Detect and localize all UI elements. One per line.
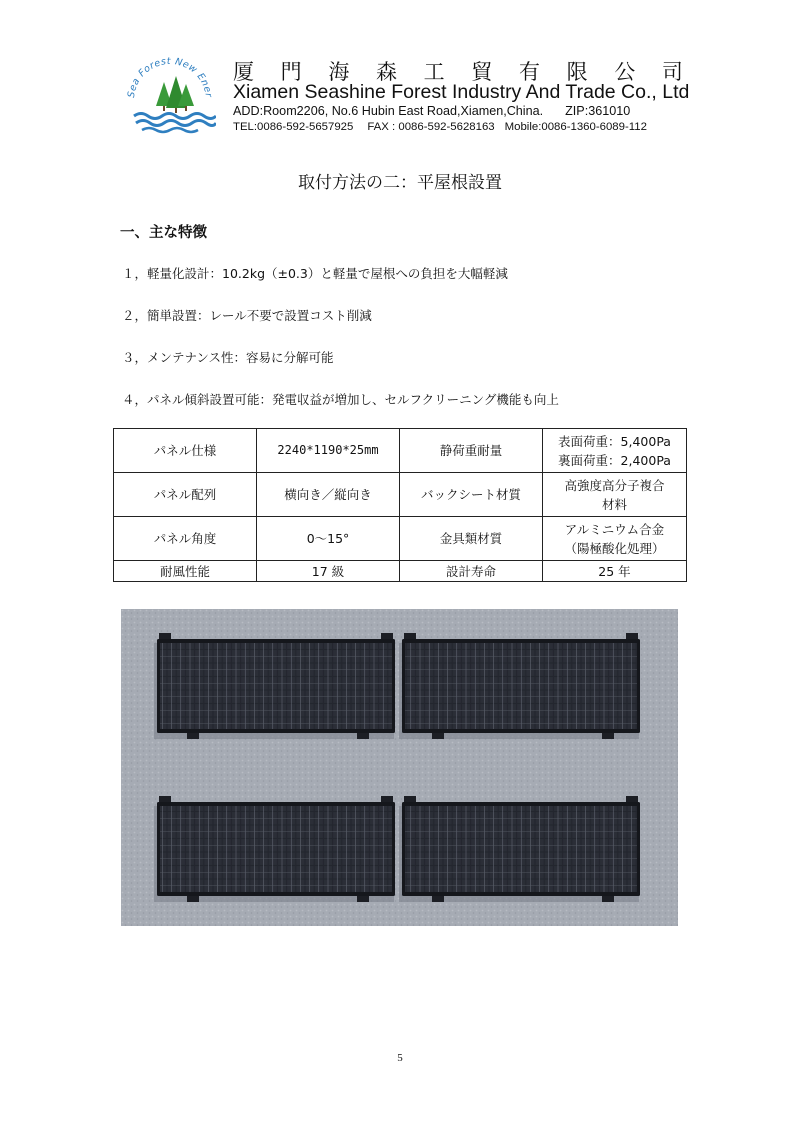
mounting-bracket <box>404 633 416 639</box>
spec-value: 横向き／縦向き <box>257 473 400 517</box>
mounting-bracket <box>187 896 199 902</box>
feature-item: １，軽量化設計：10.2kg（±0.3）と軽量で屋根への負担を大幅軽減 <box>122 266 508 281</box>
page-number: 5 <box>397 1052 403 1064</box>
spec-value-line: （陽極酸化処理） <box>564 540 665 556</box>
company-cn-char: 森 <box>375 60 397 84</box>
mounting-bracket <box>602 896 614 902</box>
spec-value: 2240*1190*25mm <box>257 429 400 473</box>
company-cn-char: 有 <box>518 60 540 84</box>
solar-panel <box>399 633 640 739</box>
company-cn-char: 厦 <box>233 60 254 84</box>
mounting-bracket <box>381 796 393 802</box>
mounting-bracket <box>626 633 638 639</box>
mounting-bracket <box>432 896 444 902</box>
solar-panel <box>399 796 640 902</box>
spec-value <box>543 517 687 561</box>
spec-value <box>543 429 687 473</box>
company-logo <box>124 54 216 134</box>
company-cn-char: 貿 <box>471 60 493 84</box>
installation-photo <box>121 609 678 926</box>
logo-text: Sea Forest New Ener <box>125 55 214 99</box>
company-cn-char: 海 <box>328 60 350 84</box>
mounting-bracket <box>602 733 614 739</box>
company-contact-line <box>233 121 647 133</box>
mounting-bracket <box>159 633 171 639</box>
spec-value-line: 材料 <box>601 496 627 512</box>
feature-item: ４，パネル傾斜設置可能：発電収益が増加し、セルフクリーニング機能も向上 <box>122 392 559 407</box>
spec-value: 17 級 <box>257 561 400 582</box>
spec-label: 金具類材質 <box>400 517 543 561</box>
spec-label: パネル仕様 <box>114 429 257 473</box>
spec-label: 設計寿命 <box>400 561 543 582</box>
company-cn-char: 司 <box>661 60 683 84</box>
spec-label: パネル角度 <box>114 517 257 561</box>
company-address-line <box>233 104 630 118</box>
mounting-bracket <box>626 796 638 802</box>
svg-text:Sea Forest New Energy <box>124 54 214 99</box>
spec-label: パネル配列 <box>114 473 257 517</box>
table-row <box>114 429 687 473</box>
section-heading: 一、主な特徴 <box>120 225 207 241</box>
spec-label: 静荷重耐量 <box>400 429 543 473</box>
telephone: TEL:0086-592-5657925 <box>233 121 354 133</box>
company-cn-char: 工 <box>423 60 445 84</box>
feature-item: ２，簡単設置：レール不要で設置コスト削減 <box>122 308 372 323</box>
table-row <box>114 473 687 517</box>
mounting-bracket <box>404 796 416 802</box>
spec-table <box>113 428 687 582</box>
feature-item: ３，メンテナンス性：容易に分解可能 <box>122 350 334 365</box>
solar-panel <box>154 796 395 902</box>
address: ADD:Room2206, No.6 Hubin East Road,Xiamen,China. <box>233 104 544 118</box>
mounting-bracket <box>432 733 444 739</box>
table-row <box>114 561 687 582</box>
mounting-bracket <box>159 796 171 802</box>
company-cn-char: 公 <box>614 60 636 84</box>
solar-panel <box>154 633 395 739</box>
mounting-bracket <box>357 896 369 902</box>
spec-value: 0～15° <box>257 517 400 561</box>
spec-value-line: 表面荷重：5,400Pa <box>558 433 671 449</box>
company-cn-char: 限 <box>566 60 588 84</box>
company-name-english: Xiamen Seashine Forest Industry And Trade Co., Ltd <box>233 81 690 103</box>
fax: FAX : 0086-592-5628163 <box>367 121 495 133</box>
company-cn-char: 門 <box>280 60 302 84</box>
table-row <box>114 517 687 561</box>
spec-value: 25 年 <box>543 561 687 582</box>
spec-value-line: アルミニウム合金 <box>564 521 665 537</box>
mounting-bracket <box>381 633 393 639</box>
spec-label: バックシート材質 <box>400 473 543 517</box>
zip-code: ZIP:361010 <box>565 104 631 118</box>
spec-label: 耐風性能 <box>114 561 257 582</box>
mobile: Mobile:0086-1360-6089-112 <box>504 121 647 133</box>
spec-value <box>543 473 687 517</box>
mounting-bracket <box>187 733 199 739</box>
spec-value-line: 裏面荷重：2,400Pa <box>558 452 671 468</box>
spec-value-line: 高強度高分子複合 <box>564 477 665 493</box>
mounting-bracket <box>357 733 369 739</box>
page-title: 取付方法の二：平屋根設置 <box>298 173 502 193</box>
